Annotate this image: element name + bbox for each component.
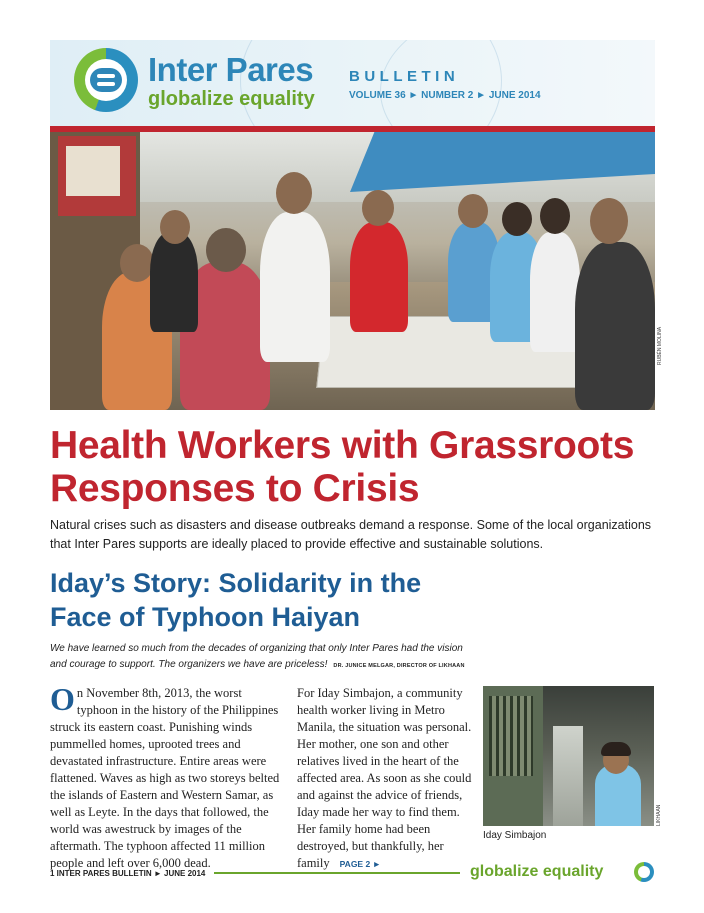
side-photo-credit: LIKHAAN — [656, 804, 662, 826]
hero-person-head — [160, 210, 190, 244]
intro-paragraph: Natural crises such as disasters and disease outbreaks demand a response. Some of the local organizations that Inter Pares supports are ideally placed to provide effective and sustainable solutions. — [50, 518, 652, 551]
hero-person-head — [540, 198, 570, 234]
hero-person — [530, 232, 580, 352]
drop-cap: O — [50, 681, 75, 717]
hero-person-head — [206, 228, 246, 272]
column-1-text: n November 8th, 2013, the worst typhoon in the history of the Philippines struck its eastern coast. Punishing winds pummelled homes, uprooted trees and devastated infrastructure. Entire areas were flattened. Waves as high as two storeys belted the islands of Eastern and Western Samar, as well as Leyte. In the days that followed, the world was awestruck by images of the aftermath. The typhoon affected 11 million people and left over 6,000 dead. — [50, 686, 280, 870]
hero-person-head — [458, 194, 488, 228]
photo-grate — [489, 696, 533, 776]
footer-logo-icon — [634, 862, 654, 882]
issue-info: VOLUME 36 ► NUMBER 2 ► JUNE 2014 — [349, 90, 541, 101]
story-column-2 — [297, 685, 477, 873]
pull-quote — [50, 641, 480, 674]
publication-title: BULLETIN — [349, 68, 460, 85]
photo-alley — [553, 726, 583, 826]
story-title: Iday’s Story: Solidarity in the Face of Typhoon Haiyan — [50, 568, 422, 632]
story-column-1 — [50, 681, 282, 872]
footer-rule — [214, 872, 460, 874]
quote-attribution: DR. JUNICE MELGAR, DIRECTOR OF LIKHAAN — [333, 663, 465, 669]
hero-poster-inner — [66, 146, 120, 196]
hero-person — [350, 222, 408, 332]
hero-person-head — [120, 244, 154, 282]
photo-caption: Iday Simbajon — [483, 830, 547, 841]
footer-tagline: globalize equality — [470, 863, 604, 880]
hero-person-head — [590, 198, 628, 244]
hero-person-head — [276, 172, 312, 214]
masthead — [50, 40, 655, 126]
hero-person-head — [502, 202, 532, 236]
footer-page-info: 1 INTER PARES BULLETIN ► JUNE 2014 — [50, 869, 206, 878]
brand-tagline: globalize equality — [148, 88, 315, 110]
logo-mark-icon — [88, 66, 124, 94]
hero-person — [575, 242, 655, 410]
column-2-text: For Iday Simbajon, a community health worker living in Metro Manila, the situation was personal. Her mother, one son and other relatives lived in the heart of the affected area. As soon as she could and against the advice of friends, Iday made her way to find them. Her family home had been destroyed, but thankfully, her family — [297, 686, 472, 870]
iday-photo — [483, 686, 654, 826]
main-headline: Health Workers with Grassroots Responses to Crisis — [50, 424, 635, 510]
hero-person — [260, 212, 330, 362]
photo-person-hair — [601, 742, 631, 756]
hero-person-head — [362, 190, 394, 226]
hero-photo — [50, 132, 655, 410]
hero-photo-credit: RUBÉN MOLINA — [657, 326, 663, 365]
continued-link[interactable]: PAGE 2 ► — [339, 859, 381, 869]
hero-person — [150, 232, 198, 332]
brand-name: Inter Pares — [148, 51, 314, 88]
pull-quote-text: We have learned so much from the decades of organizing that only Inter Pares had the vision and courage to support. The organizers we have are priceless! — [50, 643, 463, 670]
